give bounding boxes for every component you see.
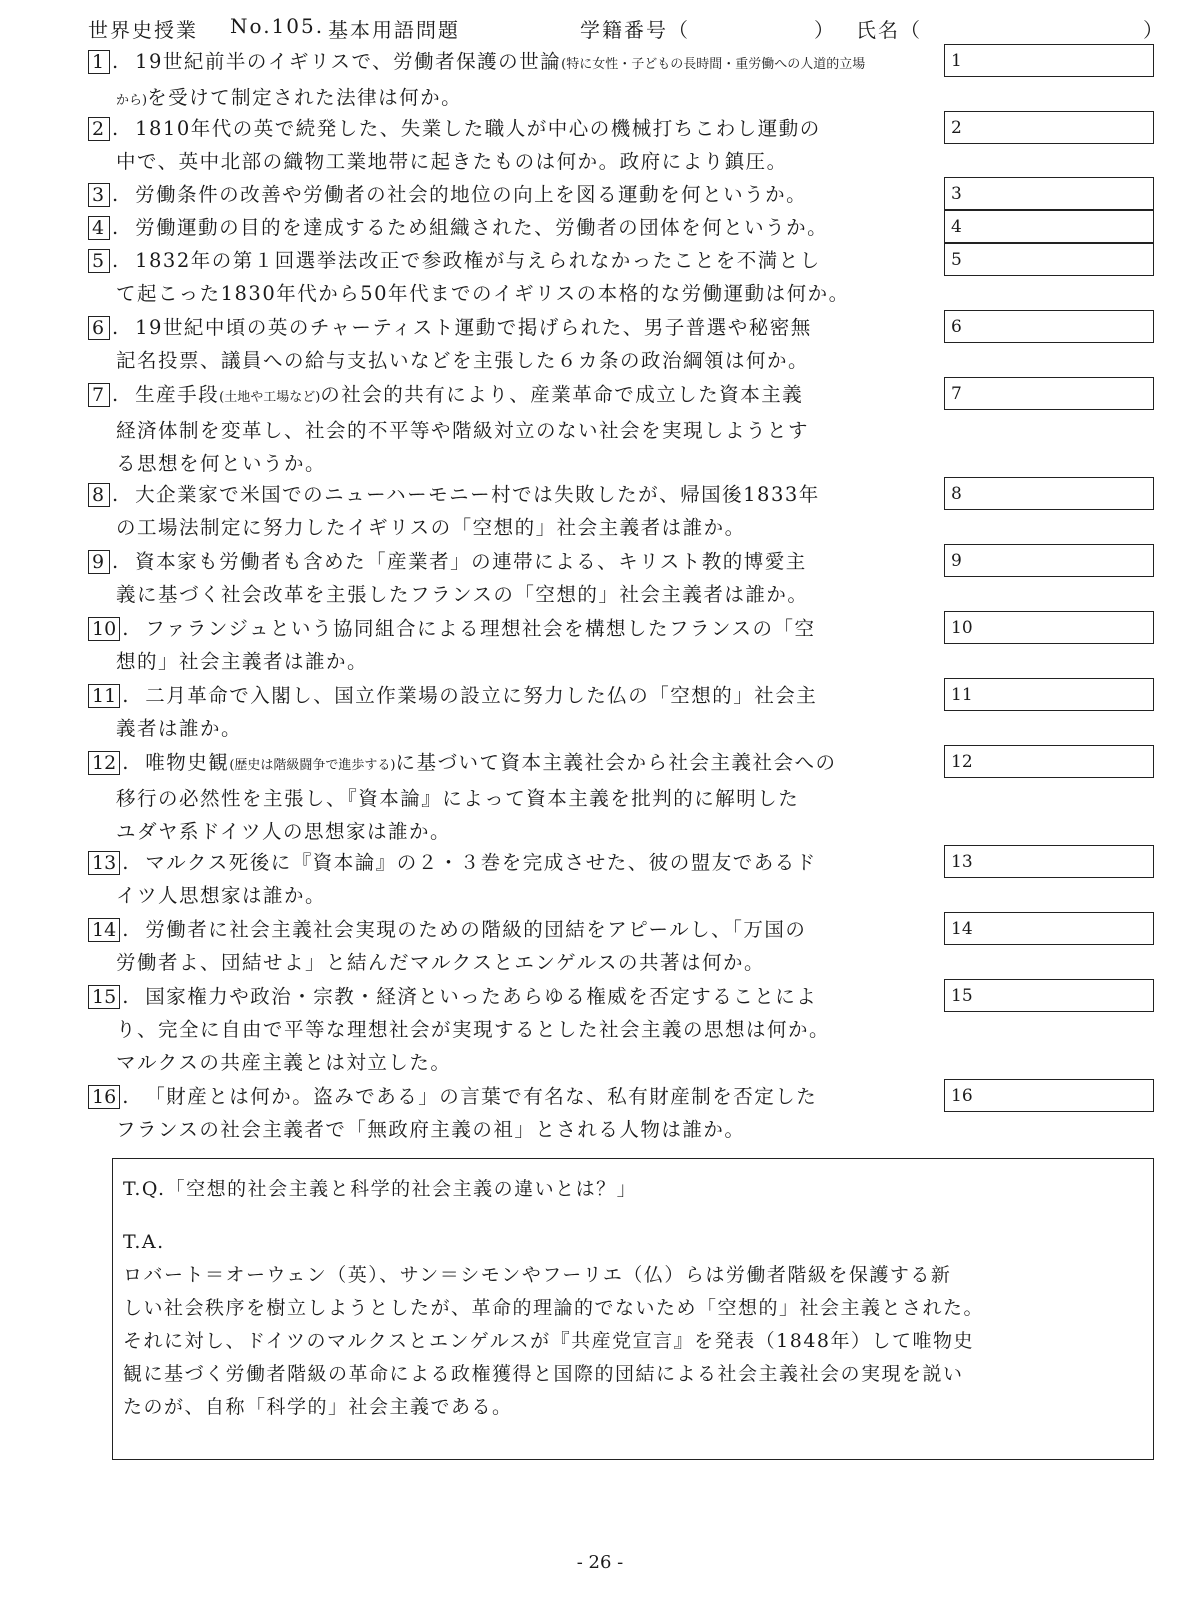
question-10: 10 . ファランジュという協同組合による理想社会を構想したフランスの「空 想的」社会主義者は誰か。 xyxy=(88,612,948,678)
question-number: 2 xyxy=(88,117,110,141)
question-5: 5 . 1832年の第１回選挙法改正で参政権が与えられなかったことを不満とし て起こった1830年代から50年代までのイギリスの本格的な労働運動は何か。 xyxy=(88,244,948,310)
question-text: 中で、英中北部の織物工業地帯に起きたものは何か。政府により鎮圧。 xyxy=(116,150,788,173)
worksheet-header xyxy=(88,10,1165,42)
question-text: 1810年代の英で続発した、失業した職人が中心の機械打ちこわし運動の xyxy=(135,117,821,140)
question-text: る思想を何というか。 xyxy=(116,452,327,475)
question-text: イツ人思想家は誰か。 xyxy=(116,884,327,907)
question-text: 労働運動の目的を達成するため組織された、労働者の団体を何というか。 xyxy=(135,216,829,239)
question-text: 国家権力や政治・宗教・経済といったあらゆる権威を否定することによ xyxy=(145,985,818,1008)
answer-box-15[interactable]: 15 xyxy=(944,979,1154,1012)
question-text: 労働者よ、団結せよ」と結んだマルクスとエンゲルスの共著は何か。 xyxy=(116,951,766,974)
question-text: 唯物史観 xyxy=(145,751,230,774)
question-text: 記名投票、議員への給与支払いなどを主張した６カ条の政治綱領は何か。 xyxy=(116,349,810,372)
question-text: ファランジュという協同組合による理想社会を構想したフランスの「空 xyxy=(145,617,816,640)
question-text: に基づいて資本主義社会から社会主義社会への xyxy=(395,751,837,774)
question-text: フランスの社会主義者で「無政府主義の祖」とされる人物は誰か。 xyxy=(116,1118,746,1141)
question-text: 19世紀中頃の英のチャーティスト運動で掲げられた、男子普選や秘密無 xyxy=(135,316,812,339)
answer-box-16[interactable]: 16 xyxy=(944,1079,1154,1112)
question-text: り、完全に自由で平等な理想社会が実現するとした社会主義の思想は何か。 xyxy=(116,1018,831,1041)
question-6: 6 . 19世紀中頃の英のチャーティスト運動で掲げられた、男子普選や秘密無 記名投票、議員への給与支払いなどを主張した６カ条の政治綱領は何か。 xyxy=(88,311,948,377)
question-text: 労働者に社会主義社会実現のための階級的団結をアピールし、「万国の xyxy=(145,918,807,941)
page-number: - 26 - xyxy=(576,1552,624,1573)
topic-answer-line: たのが、自称「科学的」社会主義である。 xyxy=(123,1396,513,1418)
question-text: 労働条件の改善や労働者の社会的地位の向上を図る運動を何というか。 xyxy=(135,183,808,206)
topic-answer-line: それに対し、ドイツのマルクスとエンゲルスが『共産党宣言』を発表（1848年）して唯物史 xyxy=(123,1330,975,1352)
answer-box-6[interactable]: 6 xyxy=(944,310,1154,343)
question-text: の工場法制定に努力したイギリスの「空想的」社会主義者は誰か。 xyxy=(116,516,746,539)
question-number: 14 xyxy=(88,918,120,942)
question-3: 3 . 労働条件の改善や労働者の社会的地位の向上を図る運動を何というか。 xyxy=(88,178,948,211)
student-id-close: ） xyxy=(814,18,836,42)
question-text: 1832年の第１回選挙法改正で参政権が与えられなかったことを不満とし xyxy=(135,249,821,272)
question-text: 移行の必然性を主張し、『資本論』によって資本主義を批判的に解明した xyxy=(116,787,800,810)
course-name: 世界史授業 xyxy=(88,18,198,42)
question-14: 14 . 労働者に社会主義社会実現のための階級的団結をアピールし、「万国の 労働者よ、団結せよ」と結んだマルクスとエンゲルスの共著は何か。 xyxy=(88,913,948,979)
question-text: を受けて制定された法律は何か。 xyxy=(147,86,463,109)
answer-box-4[interactable]: 4 xyxy=(944,210,1154,243)
question-number: 16 xyxy=(88,1085,120,1109)
question-15: 15 . 国家権力や政治・宗教・経済といったあらゆる権威を否定することによ り、完全に自由で平等な理想社会が実現するとした社会主義の思想は何か。 マルクスの共産主義とは対立した。 xyxy=(88,980,948,1079)
topic-answer-line: 観に基づく労働者階級の革命による政権獲得と国際的団結による社会主義社会の実現を説い xyxy=(123,1363,964,1385)
question-text: マルクス死後に『資本論』の２・３巻を完成させた、彼の盟友であるド xyxy=(145,851,817,874)
question-text: 19世紀前半のイギリスで、労働者保護の世論 xyxy=(135,50,562,73)
question-note: (土地や工場など) xyxy=(219,390,321,405)
answer-box-5[interactable]: 5 xyxy=(944,243,1154,276)
question-text: マルクスの共産主義とは対立した。 xyxy=(116,1051,452,1074)
question-11: 11 . 二月革命で入閣し、国立作業場の設立に努力した仏の「空想的」社会主 義者は誰か。 xyxy=(88,679,948,745)
question-note: (歴史は階級闘争で進歩する) xyxy=(229,758,396,773)
question-text: 義者は誰か。 xyxy=(116,717,243,740)
question-text: 二月革命で入閣し、国立作業場の設立に努力した仏の「空想的」社会主 xyxy=(145,684,818,707)
question-text: ユダヤ系ドイツ人の思想家は誰か。 xyxy=(116,820,452,843)
question-4: 4 . 労働運動の目的を達成するため組織された、労働者の団体を何というか。 xyxy=(88,211,948,244)
question-note: (特に女性・子どもの長時間・重労働への人道的立場 xyxy=(561,57,866,72)
question-number: 7 xyxy=(88,383,110,407)
question-number: 8 xyxy=(88,483,110,507)
question-number: 11 xyxy=(88,684,120,708)
question-text: の社会的共有により、産業革命で成立した資本主義 xyxy=(320,383,804,406)
answer-box-2[interactable]: 2 xyxy=(944,111,1154,144)
answer-box-1[interactable]: 1 xyxy=(944,44,1154,77)
worksheet-title: 基本用語問題 xyxy=(328,18,460,42)
question-number: 12 xyxy=(88,751,120,775)
answer-box-10[interactable]: 10 xyxy=(944,611,1154,644)
question-number: 4 xyxy=(88,216,110,240)
question-2: 2 . 1810年代の英で続発した、失業した職人が中心の機械打ちこわし運動の 中で、英中北部の織物工業地帯に起きたものは何か。政府により鎮圧。 xyxy=(88,112,948,178)
question-number: 15 xyxy=(88,985,120,1009)
question-text: て起こった1830年代から50年代までのイギリスの本格的な労働運動は何か。 xyxy=(116,282,850,305)
answer-box-7[interactable]: 7 xyxy=(944,377,1154,410)
topic-answer-line: ロバート＝オーウェン（英）、サン＝シモンやフーリエ（仏）らは労働者階級を保護する新 xyxy=(123,1264,952,1286)
answer-box-9[interactable]: 9 xyxy=(944,544,1154,577)
question-number: 13 xyxy=(88,851,120,875)
question-16: 16 . 「財産とは何か。盗みである」の言葉で有名な、私有財産制を否定した フランスの社会主義者で「無政府主義の祖」とされる人物は誰か。 xyxy=(88,1080,948,1146)
question-12: 12 . 唯物史観(歴史は階級闘争で進歩する)に基づいて資本主義社会から社会主義社会への 移行の必然性を主張し、『資本論』によって資本主義を批判的に解明した ユダヤ系ドイツ人の思想家は誰か。 xyxy=(88,746,948,848)
answer-box-8[interactable]: 8 xyxy=(944,477,1154,510)
question-text: 経済体制を変革し、社会的不平等や階級対立のない社会を実現しようとす xyxy=(116,419,810,442)
question-number: 3 xyxy=(88,183,110,207)
question-note: から) xyxy=(116,93,148,108)
answer-box-3[interactable]: 3 xyxy=(944,177,1154,210)
spacer xyxy=(123,1206,1143,1226)
question-text: 想的」社会主義者は誰か。 xyxy=(116,650,369,673)
answer-box-13[interactable]: 13 xyxy=(944,845,1154,878)
question-7: 7 . 生産手段(土地や工場など)の社会的共有により、産業革命で成立した資本主義 経済体制を変革し、社会的不平等や階級対立のない社会を実現しようとす る思想を何というか。 xyxy=(88,378,948,480)
name-label: 氏名（ xyxy=(856,18,922,42)
question-text: 「財産とは何か。盗みである」の言葉で有名な、私有財産制を否定した xyxy=(145,1085,818,1108)
question-number: 5 xyxy=(88,249,110,273)
question-number: 1 xyxy=(88,50,110,74)
question-text: 生産手段 xyxy=(135,383,220,406)
question-1: 1 . 19世紀前半のイギリスで、労働者保護の世論(特に女性・子どもの長時間・重労働への人道的立場 から)を受けて制定された法律は何か。 xyxy=(88,45,948,117)
topic-question: T.Q.「空想的社会主義と科学的社会主義の違いとは？」 xyxy=(123,1178,638,1200)
question-13: 13 . マルクス死後に『資本論』の２・３巻を完成させた、彼の盟友であるド イツ人思想家は誰か。 xyxy=(88,846,948,912)
question-text: 大企業家で米国でのニューハーモニー村では失敗したが、帰国後1833年 xyxy=(135,483,820,506)
question-text: 義に基づく社会改革を主張したフランスの「空想的」社会主義者は誰か。 xyxy=(116,583,809,606)
question-number: 6 xyxy=(88,316,110,340)
student-id-label: 学籍番号（ xyxy=(580,18,690,42)
topic-answer-label: T.A. xyxy=(123,1231,165,1253)
topic-question-box xyxy=(112,1158,1154,1460)
topic-answer-line: しい社会秩序を樹立しようとしたが、革命的理論的でないため「空想的」社会主義とされた。 xyxy=(123,1297,985,1319)
question-number: 9 xyxy=(88,550,110,574)
question-number: 10 xyxy=(88,617,120,641)
question-8: 8 . 大企業家で米国でのニューハーモニー村では失敗したが、帰国後1833年 の工場法制定に努力したイギリスの「空想的」社会主義者は誰か。 xyxy=(88,478,948,544)
name-close: ） xyxy=(1143,18,1165,42)
answer-box-11[interactable]: 11 xyxy=(944,678,1154,711)
answer-box-12[interactable]: 12 xyxy=(944,745,1154,778)
question-9: 9 . 資本家も労働者も含めた「産業者」の連帯による、キリスト教的博愛主 義に基づく社会改革を主張したフランスの「空想的」社会主義者は誰か。 xyxy=(88,545,948,611)
worksheet-number: No.105. xyxy=(230,14,325,38)
answer-box-14[interactable]: 14 xyxy=(944,912,1154,945)
question-text: 資本家も労働者も含めた「産業者」の連帯による、キリスト教的博愛主 xyxy=(135,550,807,573)
